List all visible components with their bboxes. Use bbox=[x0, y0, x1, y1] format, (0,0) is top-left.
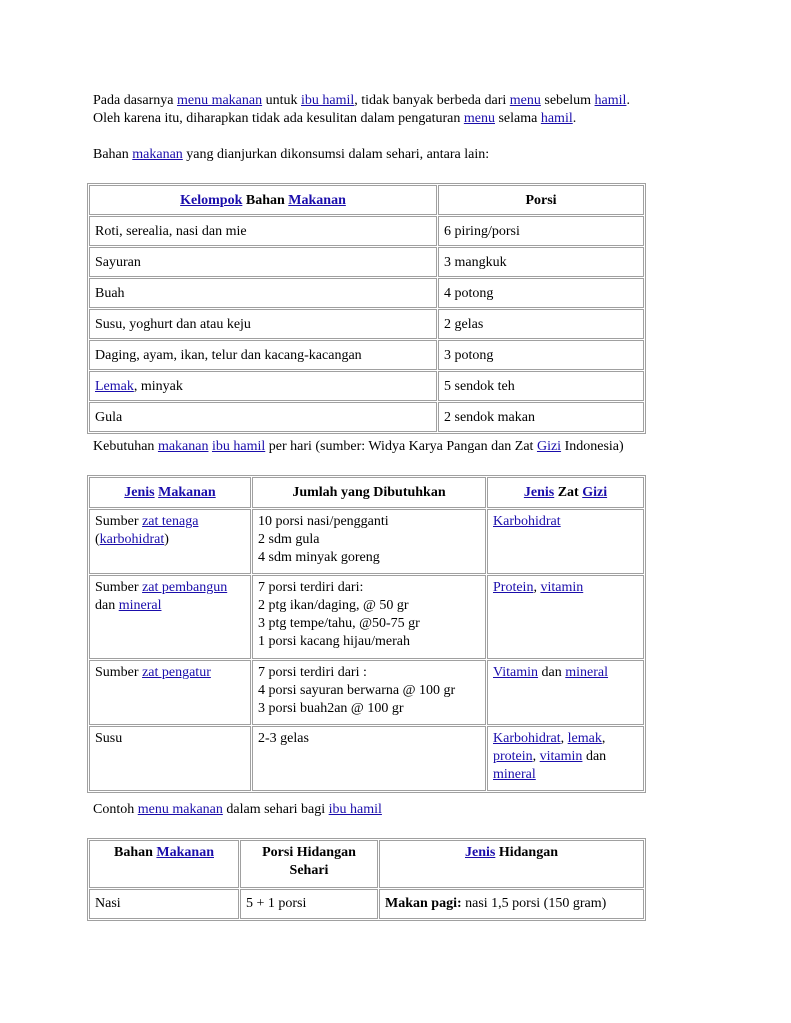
cell-line bbox=[258, 615, 480, 633]
text-span: 2 sendok makan bbox=[444, 409, 535, 425]
text-span: 3 potong bbox=[444, 347, 494, 363]
link-makanan[interactable]: Makanan bbox=[288, 192, 346, 208]
link-jenis[interactable]: Jenis bbox=[523, 484, 555, 500]
text-span: ( bbox=[95, 532, 100, 547]
cell-line bbox=[258, 664, 480, 682]
table-bahan-makanan bbox=[87, 183, 646, 434]
table-row bbox=[89, 726, 644, 791]
text-span: Sayuran bbox=[95, 254, 141, 270]
cell-line bbox=[493, 748, 638, 766]
link-vitamin[interactable]: Vitamin bbox=[493, 665, 539, 680]
cell-hidangan bbox=[379, 889, 644, 919]
text-span: , bbox=[601, 731, 606, 746]
cell-line bbox=[258, 513, 480, 531]
cell-porsi bbox=[438, 309, 644, 339]
text-span: Bahan bbox=[93, 147, 133, 162]
table-row bbox=[89, 402, 644, 432]
cell-kelompok bbox=[89, 247, 437, 277]
text-span: Oleh karena itu, diharapkan tidak ada kesulitan dalam pengaturan bbox=[93, 111, 464, 126]
paragraph-contoh bbox=[93, 801, 382, 819]
text-span: Pada dasarnya bbox=[93, 93, 177, 108]
cell-porsi bbox=[438, 402, 644, 432]
intro-line-2 bbox=[93, 110, 576, 128]
link-zat-pengatur[interactable]: zat pengatur bbox=[142, 665, 211, 680]
table-row bbox=[89, 575, 644, 659]
link-karbohidrat[interactable]: karbohidrat bbox=[99, 532, 165, 547]
text-span: yang dianjurkan dikonsumsi dalam sehari, antara lain: bbox=[182, 147, 490, 162]
paragraph-kebutuhan bbox=[93, 438, 624, 456]
text-span: Jumlah yang Dibutuhkan bbox=[292, 484, 446, 500]
text-span: sebelum bbox=[540, 93, 595, 108]
cell-kelompok bbox=[89, 371, 437, 401]
text-span: 2 sdm gula bbox=[258, 532, 320, 547]
text-span: untuk bbox=[262, 93, 301, 108]
header-jenis-makanan bbox=[89, 477, 251, 508]
link-menu[interactable]: menu bbox=[509, 93, 541, 108]
cell-line bbox=[258, 579, 480, 597]
link-hamil[interactable]: hamil bbox=[540, 111, 573, 126]
cell-line bbox=[246, 862, 372, 880]
text-span: Bahan bbox=[114, 845, 157, 860]
cell-line bbox=[95, 579, 245, 597]
cell-bahan bbox=[89, 889, 239, 919]
text-span: Zat bbox=[554, 484, 583, 500]
text-span: per hari (sumber: Widya Karya Pangan dan Zat bbox=[265, 439, 537, 454]
cell-kelompok bbox=[89, 309, 437, 339]
text-span: , tidak banyak berbeda dari bbox=[354, 93, 510, 108]
text-span: Daging, ayam, ikan, telur dan kacang-kacangan bbox=[95, 347, 362, 363]
link-makanan[interactable]: makanan bbox=[132, 147, 183, 162]
cell-jenis-makanan bbox=[89, 509, 251, 574]
link-mineral[interactable]: mineral bbox=[493, 767, 536, 782]
cell-porsi bbox=[438, 340, 644, 370]
link-makanan[interactable]: Makanan bbox=[158, 484, 216, 500]
cell-jenis-zat-gizi bbox=[487, 575, 644, 659]
paragraph-bahan bbox=[93, 146, 489, 164]
cell-jumlah bbox=[252, 509, 486, 574]
text-span: nasi 1,5 porsi (150 gram) bbox=[461, 896, 607, 911]
cell-line bbox=[493, 766, 638, 784]
text-span: , minyak bbox=[133, 378, 183, 394]
text-span: , bbox=[532, 749, 540, 764]
header-jumlah bbox=[252, 477, 486, 508]
cell-porsi bbox=[438, 278, 644, 308]
cell-jenis-makanan bbox=[89, 726, 251, 791]
text-span: Susu, yoghurt dan atau keju bbox=[95, 316, 251, 332]
link-jenis[interactable]: Jenis bbox=[465, 845, 496, 860]
link-jenis[interactable]: Jenis bbox=[124, 484, 155, 500]
text-span: 6 piring/porsi bbox=[444, 223, 520, 239]
link-protein[interactable]: Protein bbox=[493, 580, 534, 595]
cell-line bbox=[95, 844, 233, 862]
table-header-row bbox=[89, 477, 644, 508]
text-span: 10 porsi nasi/pengganti bbox=[258, 514, 389, 529]
header-jenis-zat-gizi bbox=[487, 477, 644, 508]
table-row bbox=[89, 371, 644, 401]
cell-line bbox=[258, 730, 480, 748]
cell-line bbox=[258, 633, 480, 651]
header-bahan-makanan bbox=[89, 840, 239, 888]
text-span: 4 porsi sayuran berwarna @ 100 gr bbox=[258, 683, 456, 698]
cell-line bbox=[95, 513, 245, 531]
text-span: 4 potong bbox=[444, 285, 494, 301]
text-span: Sumber bbox=[95, 580, 143, 595]
cell-line bbox=[493, 579, 638, 597]
table-row bbox=[89, 509, 644, 574]
text-span: dalam sehari bagi bbox=[222, 802, 329, 817]
link-karbohidrat[interactable]: Karbohidrat bbox=[493, 514, 561, 529]
link-mineral[interactable]: mineral bbox=[118, 598, 162, 613]
cell-porsi bbox=[438, 247, 644, 277]
cell-kelompok bbox=[89, 216, 437, 246]
text-span: Nasi bbox=[95, 896, 121, 911]
link-ibu-hamil[interactable]: ibu hamil bbox=[301, 93, 355, 108]
text-span: 3 mangkuk bbox=[444, 254, 507, 270]
link-menu-makanan[interactable]: menu makanan bbox=[176, 93, 263, 108]
text-span: Contoh bbox=[93, 802, 138, 817]
text-span: Sehari bbox=[289, 863, 329, 878]
link-zat-tenaga[interactable]: zat tenaga bbox=[142, 514, 199, 529]
text-span: Buah bbox=[95, 285, 125, 301]
link-mineral[interactable]: mineral bbox=[565, 665, 609, 680]
text-span: dan bbox=[538, 665, 566, 680]
link-vitamin[interactable]: vitamin bbox=[539, 749, 583, 764]
text-span: Sumber bbox=[95, 665, 143, 680]
text-span: Sumber bbox=[95, 514, 143, 529]
cell-jenis-zat-gizi bbox=[487, 509, 644, 574]
text-span: Porsi Hidangan bbox=[262, 845, 356, 860]
cell-line bbox=[258, 700, 480, 718]
text-span: 7 porsi terdiri dari: bbox=[258, 580, 364, 595]
table-row bbox=[89, 340, 644, 370]
table-row bbox=[89, 889, 644, 919]
cell-jenis-zat-gizi bbox=[487, 660, 644, 725]
link-makanan[interactable]: makanan bbox=[157, 439, 209, 454]
cell-line bbox=[258, 531, 480, 549]
text-span: 3 porsi buah2an @ 100 gr bbox=[258, 701, 404, 716]
bold-label: Makan pagi: bbox=[385, 896, 462, 911]
table-kebutuhan bbox=[87, 475, 646, 793]
cell-jumlah bbox=[252, 726, 486, 791]
link-ibu-hamil[interactable]: ibu hamil bbox=[211, 439, 266, 454]
table-header-row bbox=[89, 185, 644, 215]
text-span: 1 porsi kacang hijau/merah bbox=[258, 634, 411, 649]
table-row bbox=[89, 216, 644, 246]
cell-line bbox=[258, 549, 480, 567]
header-porsi bbox=[438, 185, 644, 215]
cell-line bbox=[95, 730, 245, 748]
text-span: ) bbox=[164, 532, 169, 547]
cell-line bbox=[258, 682, 480, 700]
text-span: . bbox=[626, 93, 630, 108]
text-span: Bahan bbox=[242, 192, 289, 208]
text-span: Susu bbox=[95, 731, 123, 746]
text-span: 2 ptg ikan/daging, @ 50 gr bbox=[258, 598, 409, 613]
text-span: Gula bbox=[95, 409, 123, 425]
link-gizi[interactable]: Gizi bbox=[536, 439, 562, 454]
link-gizi[interactable]: Gizi bbox=[582, 484, 608, 500]
text-span: Hidangan bbox=[495, 845, 558, 860]
link-karbohidrat[interactable]: Karbohidrat bbox=[493, 731, 561, 746]
table-row bbox=[89, 660, 644, 725]
text-span: . bbox=[572, 111, 577, 126]
cell-line bbox=[493, 730, 638, 748]
link-menu-makanan[interactable]: menu makanan bbox=[137, 802, 223, 817]
text-span: 5 sendok teh bbox=[444, 378, 515, 394]
cell-line bbox=[493, 664, 638, 682]
text-span: Indonesia) bbox=[561, 439, 624, 454]
link-lemak[interactable]: lemak bbox=[567, 731, 602, 746]
cell-porsi bbox=[240, 889, 378, 919]
header-jenis-hidangan bbox=[379, 840, 644, 888]
table-header-row bbox=[89, 840, 644, 888]
cell-jenis-zat-gizi bbox=[487, 726, 644, 791]
text-span: 7 porsi terdiri dari : bbox=[258, 665, 367, 680]
table-contoh-menu bbox=[87, 838, 646, 921]
link-hamil[interactable]: hamil bbox=[594, 93, 627, 108]
text-span: 4 sdm minyak goreng bbox=[258, 550, 380, 565]
header-porsi-hidangan bbox=[240, 840, 378, 888]
header-kelompok bbox=[89, 185, 437, 215]
cell-porsi bbox=[438, 216, 644, 246]
link-zat-pembangun[interactable]: zat pembangun bbox=[142, 580, 228, 595]
link-ibu-hamil[interactable]: ibu hamil bbox=[328, 802, 382, 817]
link-protein[interactable]: protein bbox=[493, 749, 533, 764]
text-span: , bbox=[533, 580, 541, 595]
cell-jenis-makanan bbox=[89, 660, 251, 725]
cell-line bbox=[385, 844, 638, 862]
text-span: 3 ptg tempe/tahu, @50-75 gr bbox=[258, 616, 420, 631]
intro-line-1 bbox=[93, 92, 630, 110]
cell-jenis-makanan bbox=[89, 575, 251, 659]
text-span: dan bbox=[95, 598, 119, 613]
table-row bbox=[89, 309, 644, 339]
link-lemak[interactable]: Lemak bbox=[95, 378, 134, 394]
text-span: 2-3 gelas bbox=[258, 731, 309, 746]
cell-porsi bbox=[438, 371, 644, 401]
cell-jumlah bbox=[252, 575, 486, 659]
cell-kelompok bbox=[89, 402, 437, 432]
text-span: selama bbox=[494, 111, 541, 126]
text-span: Porsi bbox=[525, 192, 557, 208]
cell-line bbox=[258, 597, 480, 615]
table-row bbox=[89, 247, 644, 277]
text-span: Roti, serealia, nasi dan mie bbox=[95, 223, 247, 239]
cell-line bbox=[95, 531, 245, 549]
text-span: 2 gelas bbox=[444, 316, 484, 332]
cell-jumlah bbox=[252, 660, 486, 725]
text-span: Kebutuhan bbox=[93, 439, 158, 454]
cell-line bbox=[95, 664, 245, 682]
text-span: , bbox=[560, 731, 568, 746]
table-row bbox=[89, 278, 644, 308]
text-span: dan bbox=[582, 749, 607, 764]
link-menu[interactable]: menu bbox=[463, 111, 495, 126]
link-vitamin[interactable]: vitamin bbox=[540, 580, 584, 595]
cell-line bbox=[246, 844, 372, 862]
cell-kelompok bbox=[89, 278, 437, 308]
link-kelompok[interactable]: Kelompok bbox=[180, 192, 243, 208]
cell-line bbox=[95, 597, 245, 615]
cell-kelompok bbox=[89, 340, 437, 370]
link-makanan[interactable]: Makanan bbox=[156, 845, 214, 860]
cell-line bbox=[493, 513, 638, 531]
text-span: 5 + 1 porsi bbox=[246, 896, 307, 911]
